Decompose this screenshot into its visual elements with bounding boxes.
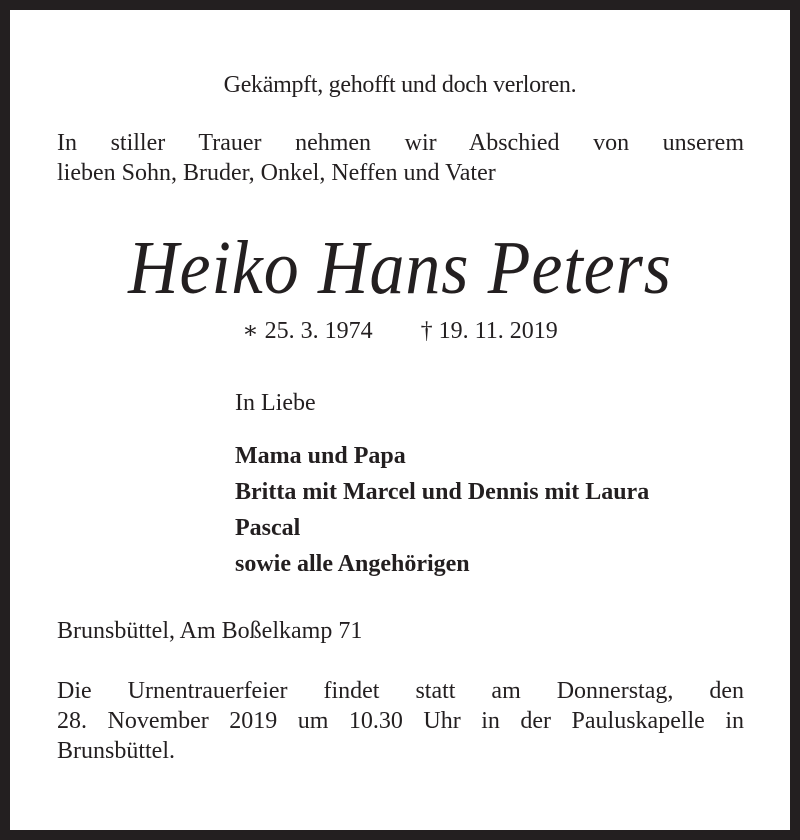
motto: Gekämpft, gehofft und doch verloren. <box>223 72 577 98</box>
intro-text <box>57 128 744 188</box>
closing-text: In Liebe <box>235 390 316 416</box>
death-date: † 19. 11. 2019 <box>420 318 558 344</box>
mourners-list <box>235 438 649 582</box>
mourner: Pascal <box>235 515 301 541</box>
birth-date: ∗ 25. 3. 1974 <box>242 318 373 344</box>
ceremony-line: Die Urnentrauerfeier findet statt am Donnerstag, den <box>57 678 744 704</box>
life-dates <box>10 316 790 345</box>
ceremony-info <box>57 676 744 766</box>
address: Brunsbüttel, Am Boßelkamp 71 <box>57 618 363 644</box>
ceremony-line: Brunsbüttel. <box>57 738 175 764</box>
mourner: Britta mit Marcel und Dennis mit Laura <box>235 479 650 505</box>
deceased-name: Heiko Hans Peters <box>128 226 672 310</box>
obituary-notice <box>10 10 790 830</box>
mourner: sowie alle Angehörigen <box>235 551 470 577</box>
intro-line: In stiller Trauer nehmen wir Abschied von unserem <box>57 130 744 156</box>
ceremony-line: 28. November 2019 um 10.30 Uhr in der Pauluskapelle in <box>57 708 744 734</box>
intro-line: lieben Sohn, Bruder, Onkel, Neffen und Vater <box>57 160 496 186</box>
mourner: Mama und Papa <box>235 443 406 469</box>
